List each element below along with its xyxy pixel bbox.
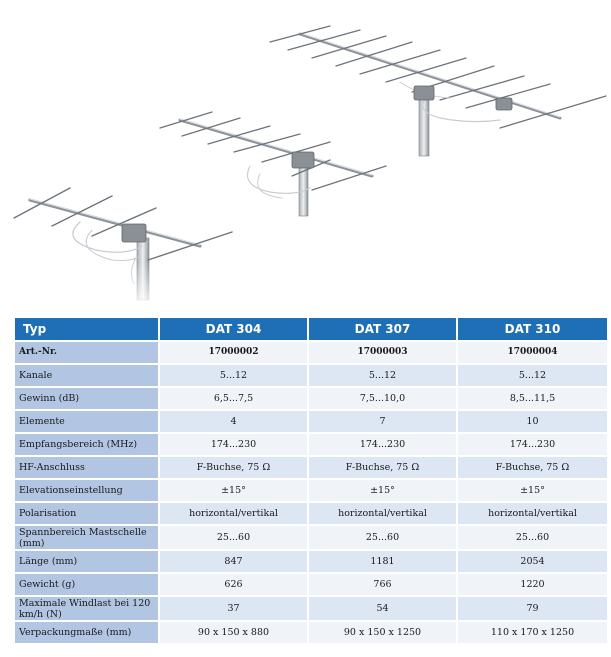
table-row bbox=[15, 596, 607, 621]
table-row bbox=[15, 479, 607, 502]
header-typ: Typ bbox=[15, 318, 159, 341]
table-header-row bbox=[15, 318, 607, 341]
table-cell: 1220 bbox=[457, 573, 607, 596]
table-cell: 766 bbox=[308, 573, 457, 596]
table-cell: F-Buchse, 75 Ω bbox=[159, 456, 308, 479]
table-cell: 174...230 bbox=[159, 433, 308, 456]
table-cell: 5...12 bbox=[308, 364, 457, 387]
table-cell: 90 x 150 x 880 bbox=[159, 621, 308, 644]
table-cell: 54 bbox=[308, 596, 457, 621]
table-cell: 110 x 170 x 1250 bbox=[457, 621, 607, 644]
row-label: Maximale Windlast bei 120 km/h (N) bbox=[15, 596, 159, 621]
table-cell: ±15° bbox=[308, 479, 457, 502]
table-cell: 17000004 bbox=[457, 341, 607, 364]
table-cell: 79 bbox=[457, 596, 607, 621]
table-cell: 1181 bbox=[308, 550, 457, 573]
table-row bbox=[15, 341, 607, 364]
table-row bbox=[15, 364, 607, 387]
header-dat-310: DAT 310 bbox=[457, 318, 607, 341]
table-row bbox=[15, 621, 607, 644]
row-label: Art.-Nr. bbox=[15, 341, 159, 364]
row-label: Gewinn (dB) bbox=[15, 387, 159, 410]
table-cell: 8,5...11,5 bbox=[457, 387, 607, 410]
table-row bbox=[15, 502, 607, 525]
table-cell: ±15° bbox=[159, 479, 308, 502]
antenna-dat-307 bbox=[160, 112, 386, 216]
table-cell: 10 bbox=[457, 410, 607, 433]
table-row bbox=[15, 387, 607, 410]
table-cell: F-Buchse, 75 Ω bbox=[457, 456, 607, 479]
table-cell: 37 bbox=[159, 596, 308, 621]
antenna-dat-310 bbox=[270, 26, 606, 156]
table-row bbox=[15, 550, 607, 573]
row-label: Verpackungmaße (mm) bbox=[15, 621, 159, 644]
spec-table bbox=[15, 318, 607, 645]
table-cell: F-Buchse, 75 Ω bbox=[308, 456, 457, 479]
table-row bbox=[15, 573, 607, 596]
row-label: Empfangsbereich (MHz) bbox=[15, 433, 159, 456]
table-row bbox=[15, 456, 607, 479]
table-cell: 17000003 bbox=[308, 341, 457, 364]
table-cell: horizontal/vertikal bbox=[308, 502, 457, 525]
table-cell: 2054 bbox=[457, 550, 607, 573]
table-cell: 174...230 bbox=[457, 433, 607, 456]
table-row bbox=[15, 410, 607, 433]
row-label: HF-Anschluss bbox=[15, 456, 159, 479]
table-cell: 90 x 150 x 1250 bbox=[308, 621, 457, 644]
row-label: Spannbereich Mastschelle (mm) bbox=[15, 525, 159, 550]
row-label: Polarisation bbox=[15, 502, 159, 525]
table-cell: 17000002 bbox=[159, 341, 308, 364]
row-label: Elemente bbox=[15, 410, 159, 433]
table-cell: 4 bbox=[159, 410, 308, 433]
table-cell: 5...12 bbox=[457, 364, 607, 387]
row-label: Länge (mm) bbox=[15, 550, 159, 573]
row-label: Elevationseinstellung bbox=[15, 479, 159, 502]
table-row bbox=[15, 525, 607, 550]
table-cell: horizontal/vertikal bbox=[457, 502, 607, 525]
header-dat-304: DAT 304 bbox=[159, 318, 308, 341]
table-cell: 174...230 bbox=[308, 433, 457, 456]
table-cell: 25...60 bbox=[308, 525, 457, 550]
row-label: Kanale bbox=[15, 364, 159, 387]
table-cell: horizontal/vertikal bbox=[159, 502, 308, 525]
antenna-product-illustration bbox=[0, 0, 611, 312]
table-cell: 6,5...7,5 bbox=[159, 387, 308, 410]
table-cell: 25...60 bbox=[159, 525, 308, 550]
table-cell: 25...60 bbox=[457, 525, 607, 550]
table-cell: 7,5...10,0 bbox=[308, 387, 457, 410]
table-cell: 5...12 bbox=[159, 364, 308, 387]
header-dat-307: DAT 307 bbox=[308, 318, 457, 341]
row-label: Gewicht (g) bbox=[15, 573, 159, 596]
table-cell: 7 bbox=[308, 410, 457, 433]
table-row bbox=[15, 433, 607, 456]
table-cell: ±15° bbox=[457, 479, 607, 502]
table-cell: 626 bbox=[159, 573, 308, 596]
table-cell: 847 bbox=[159, 550, 308, 573]
